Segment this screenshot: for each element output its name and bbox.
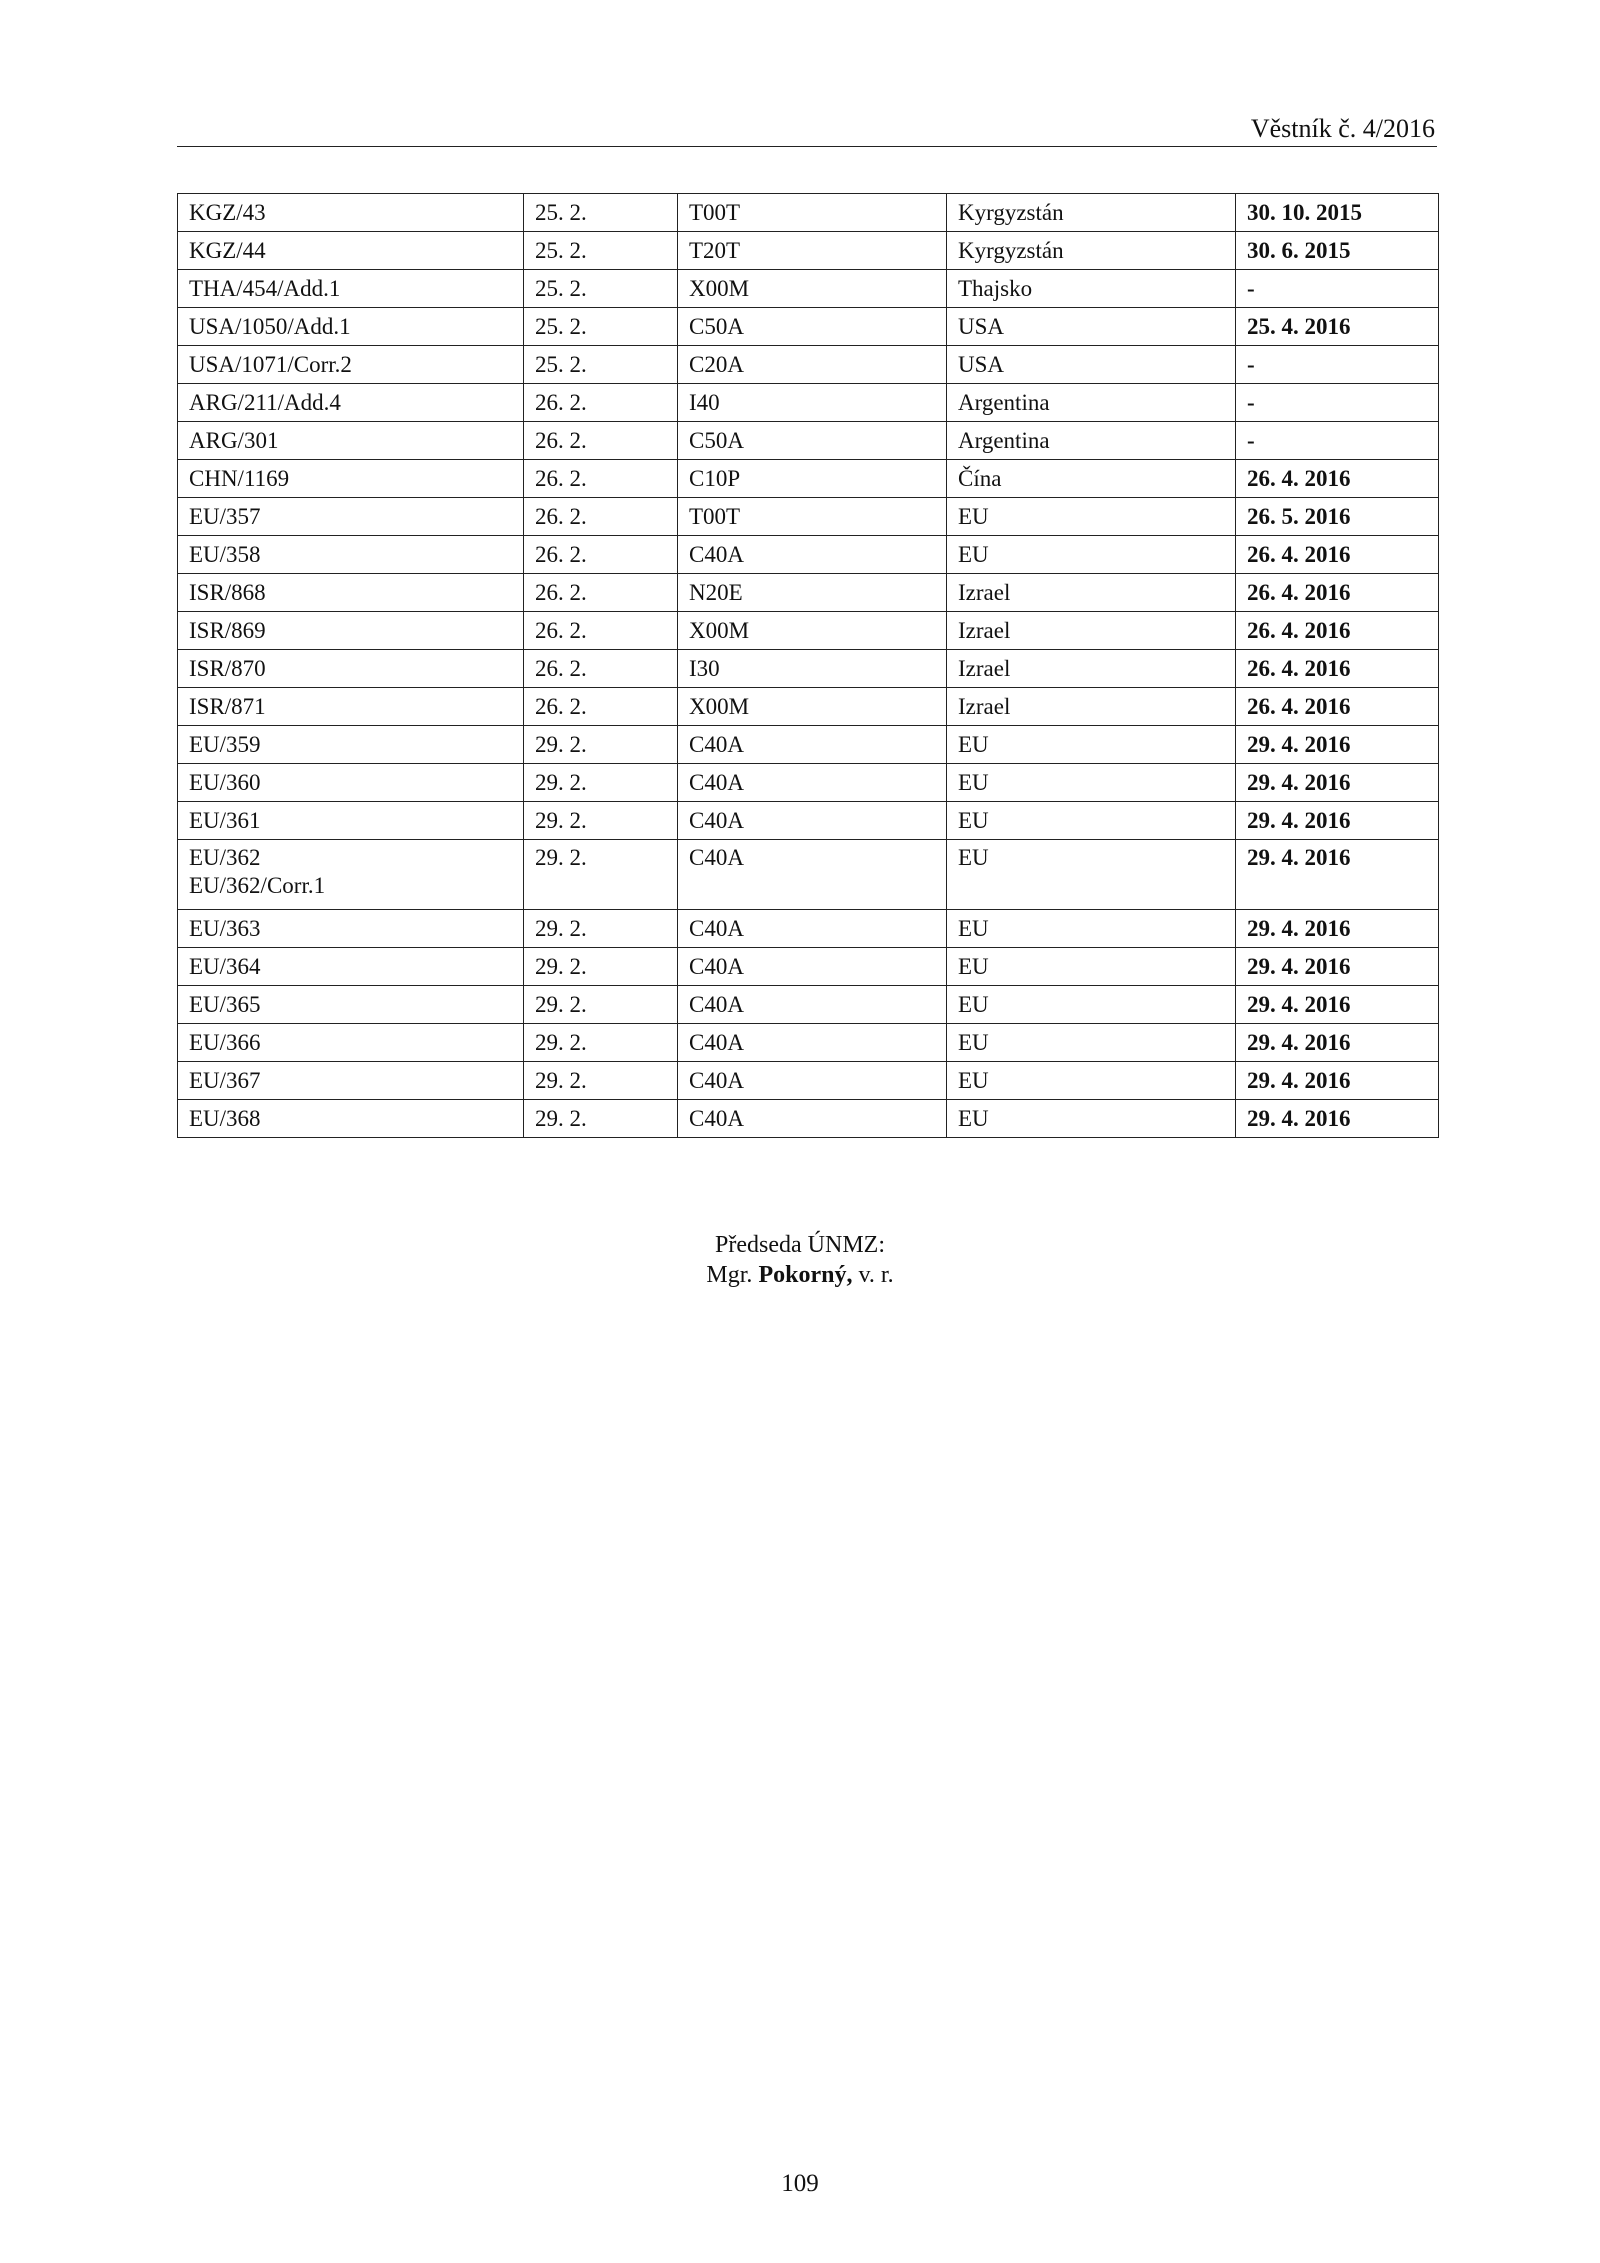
- reference-cell: ISR/868: [178, 574, 524, 612]
- code-cell: T00T: [678, 194, 947, 232]
- country-cell: Kyrgyzstán: [947, 194, 1236, 232]
- code-cell: C40A: [678, 1100, 947, 1138]
- reference-cell: EU/364: [178, 948, 524, 986]
- deadline-cell: 26. 4. 2016: [1236, 612, 1439, 650]
- country-cell: EU: [947, 726, 1236, 764]
- date-cell: 26. 2.: [524, 422, 678, 460]
- reference-cell: EU/357: [178, 498, 524, 536]
- table-row: [178, 802, 1439, 840]
- deadline-cell: 29. 4. 2016: [1236, 948, 1439, 986]
- code-cell: C40A: [678, 840, 947, 910]
- code-cell: T00T: [678, 498, 947, 536]
- country-cell: EU: [947, 840, 1236, 910]
- deadline-cell: 29. 4. 2016: [1236, 840, 1439, 910]
- country-cell: EU: [947, 910, 1236, 948]
- deadline-cell: 29. 4. 2016: [1236, 1062, 1439, 1100]
- reference-cell: THA/454/Add.1: [178, 270, 524, 308]
- table-row: [178, 574, 1439, 612]
- country-cell: USA: [947, 308, 1236, 346]
- bulletin-title: Věstník č. 4/2016: [1250, 114, 1435, 143]
- date-cell: 29. 2.: [524, 910, 678, 948]
- table-row: [178, 1024, 1439, 1062]
- deadline-cell: 29. 4. 2016: [1236, 726, 1439, 764]
- code-cell: C40A: [678, 986, 947, 1024]
- reference-cell: EU/358: [178, 536, 524, 574]
- date-cell: 26. 2.: [524, 688, 678, 726]
- country-cell: Izrael: [947, 612, 1236, 650]
- date-cell: 25. 2.: [524, 308, 678, 346]
- deadline-cell: -: [1236, 384, 1439, 422]
- reference-cell: ARG/211/Add.4: [178, 384, 524, 422]
- deadline-cell: 29. 4. 2016: [1236, 802, 1439, 840]
- country-cell: Argentina: [947, 384, 1236, 422]
- country-cell: EU: [947, 802, 1236, 840]
- code-cell: I40: [678, 384, 947, 422]
- reference-cell: ISR/870: [178, 650, 524, 688]
- reference-cell: EU/360: [178, 764, 524, 802]
- country-cell: Thajsko: [947, 270, 1236, 308]
- table-row: [178, 194, 1439, 232]
- reference-cell: ISR/871: [178, 688, 524, 726]
- deadline-cell: 26. 4. 2016: [1236, 688, 1439, 726]
- country-cell: EU: [947, 536, 1236, 574]
- country-cell: Čína: [947, 460, 1236, 498]
- notifications-table-body: [178, 194, 1439, 1138]
- deadline-cell: 29. 4. 2016: [1236, 764, 1439, 802]
- table-row: [178, 346, 1439, 384]
- table-row: [178, 688, 1439, 726]
- date-cell: 26. 2.: [524, 498, 678, 536]
- deadline-cell: 26. 4. 2016: [1236, 574, 1439, 612]
- date-cell: 29. 2.: [524, 986, 678, 1024]
- code-cell: I30: [678, 650, 947, 688]
- table-row: [178, 384, 1439, 422]
- date-cell: 26. 2.: [524, 574, 678, 612]
- reference-cell: EU/368: [178, 1100, 524, 1138]
- date-cell: 26. 2.: [524, 384, 678, 422]
- code-cell: X00M: [678, 270, 947, 308]
- country-cell: EU: [947, 986, 1236, 1024]
- code-cell: C40A: [678, 802, 947, 840]
- reference-cell: EU/365: [178, 986, 524, 1024]
- deadline-cell: 26. 5. 2016: [1236, 498, 1439, 536]
- reference-cell: [178, 840, 524, 910]
- date-cell: 25. 2.: [524, 346, 678, 384]
- country-cell: Izrael: [947, 650, 1236, 688]
- table-row: [178, 232, 1439, 270]
- date-cell: 25. 2.: [524, 232, 678, 270]
- reference-cell: EU/359: [178, 726, 524, 764]
- reference-cell: EU/367: [178, 1062, 524, 1100]
- signature-block: [0, 1230, 1600, 1290]
- deadline-cell: 29. 4. 2016: [1236, 1024, 1439, 1062]
- country-cell: EU: [947, 1100, 1236, 1138]
- deadline-cell: 26. 4. 2016: [1236, 460, 1439, 498]
- deadline-cell: 26. 4. 2016: [1236, 536, 1439, 574]
- deadline-cell: 29. 4. 2016: [1236, 986, 1439, 1024]
- reference-cell: CHN/1169: [178, 460, 524, 498]
- signatory-role: Předseda ÚNMZ:: [715, 1232, 885, 1258]
- table-row: [178, 910, 1439, 948]
- date-cell: 29. 2.: [524, 1100, 678, 1138]
- table-row: [178, 270, 1439, 308]
- country-cell: EU: [947, 764, 1236, 802]
- country-cell: EU: [947, 498, 1236, 536]
- reference-cell: KGZ/44: [178, 232, 524, 270]
- table-row: [178, 764, 1439, 802]
- table-row: [178, 840, 1439, 910]
- table-row: [178, 1100, 1439, 1138]
- date-cell: 29. 2.: [524, 1024, 678, 1062]
- reference-corrigendum-line: EU/362/Corr.1: [189, 873, 326, 898]
- page-number: 109: [781, 2170, 819, 2197]
- reference-cell: USA/1050/Add.1: [178, 308, 524, 346]
- date-cell: 26. 2.: [524, 536, 678, 574]
- signatory-suffix: v. r.: [858, 1262, 894, 1288]
- table-row: [178, 536, 1439, 574]
- date-cell: 26. 2.: [524, 612, 678, 650]
- deadline-cell: 30. 10. 2015: [1236, 194, 1439, 232]
- date-cell: 26. 2.: [524, 460, 678, 498]
- date-cell: 26. 2.: [524, 650, 678, 688]
- reference-cell: EU/361: [178, 802, 524, 840]
- reference-cell: KGZ/43: [178, 194, 524, 232]
- reference-cell: ISR/869: [178, 612, 524, 650]
- code-cell: X00M: [678, 612, 947, 650]
- table-row: [178, 948, 1439, 986]
- signatory-surname: Pokorný,: [758, 1262, 853, 1288]
- code-cell: C20A: [678, 346, 947, 384]
- deadline-cell: 29. 4. 2016: [1236, 1100, 1439, 1138]
- reference-cell: EU/363: [178, 910, 524, 948]
- date-cell: 25. 2.: [524, 194, 678, 232]
- code-cell: C10P: [678, 460, 947, 498]
- code-cell: C40A: [678, 536, 947, 574]
- date-cell: 29. 2.: [524, 764, 678, 802]
- country-cell: Izrael: [947, 574, 1236, 612]
- reference-cell: USA/1071/Corr.2: [178, 346, 524, 384]
- code-cell: C50A: [678, 422, 947, 460]
- deadline-cell: 26. 4. 2016: [1236, 650, 1439, 688]
- date-cell: 29. 2.: [524, 840, 678, 910]
- table-row: [178, 308, 1439, 346]
- code-cell: N20E: [678, 574, 947, 612]
- table-row: [178, 612, 1439, 650]
- deadline-cell: 30. 6. 2015: [1236, 232, 1439, 270]
- deadline-cell: -: [1236, 422, 1439, 460]
- deadline-cell: -: [1236, 270, 1439, 308]
- country-cell: Kyrgyzstán: [947, 232, 1236, 270]
- table-row: [178, 498, 1439, 536]
- reference-line: EU/362: [189, 845, 261, 870]
- notifications-table: [177, 193, 1439, 1138]
- reference-cell: ARG/301: [178, 422, 524, 460]
- country-cell: EU: [947, 1024, 1236, 1062]
- country-cell: EU: [947, 1062, 1236, 1100]
- country-cell: USA: [947, 346, 1236, 384]
- code-cell: T20T: [678, 232, 947, 270]
- date-cell: 29. 2.: [524, 1062, 678, 1100]
- deadline-cell: 25. 4. 2016: [1236, 308, 1439, 346]
- code-cell: C50A: [678, 308, 947, 346]
- table-row: [178, 422, 1439, 460]
- code-cell: C40A: [678, 1062, 947, 1100]
- code-cell: C40A: [678, 1024, 947, 1062]
- code-cell: X00M: [678, 688, 947, 726]
- date-cell: 29. 2.: [524, 802, 678, 840]
- date-cell: 29. 2.: [524, 726, 678, 764]
- reference-cell: EU/366: [178, 1024, 524, 1062]
- date-cell: 25. 2.: [524, 270, 678, 308]
- table-row: [178, 650, 1439, 688]
- country-cell: Argentina: [947, 422, 1236, 460]
- signatory-name: [0, 1260, 1600, 1290]
- code-cell: C40A: [678, 726, 947, 764]
- date-cell: 29. 2.: [524, 948, 678, 986]
- table-row: [178, 460, 1439, 498]
- table-row: [178, 1062, 1439, 1100]
- deadline-cell: 29. 4. 2016: [1236, 910, 1439, 948]
- country-cell: EU: [947, 948, 1236, 986]
- country-cell: Izrael: [947, 688, 1236, 726]
- code-cell: C40A: [678, 764, 947, 802]
- table-row: [178, 986, 1439, 1024]
- deadline-cell: -: [1236, 346, 1439, 384]
- table-row: [178, 726, 1439, 764]
- signatory-title-prefix: Mgr.: [706, 1262, 753, 1288]
- code-cell: C40A: [678, 948, 947, 986]
- code-cell: C40A: [678, 910, 947, 948]
- page-header: [177, 112, 1437, 147]
